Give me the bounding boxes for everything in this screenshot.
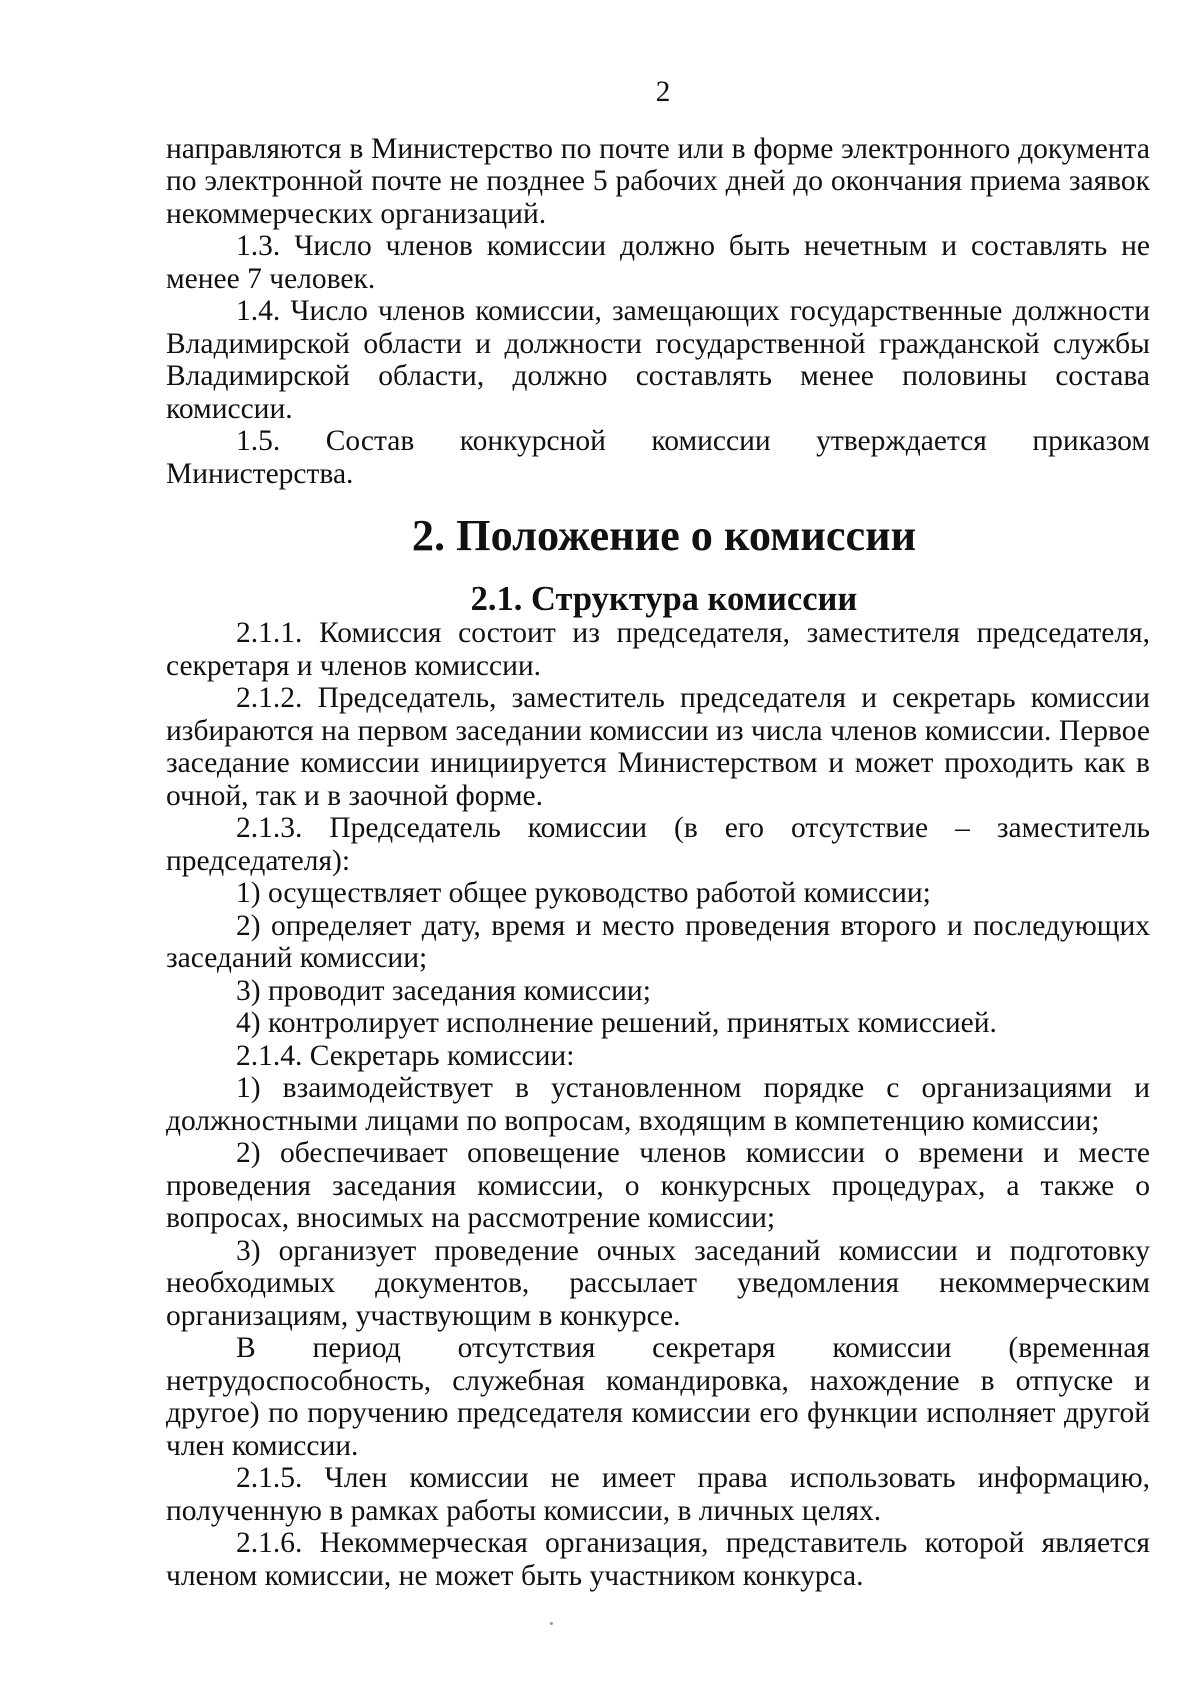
- page-number: 2: [655, 76, 671, 108]
- list-item-chair-2: 2) определяет дату, время и место проведения второго и последующих заседаний комиссии;: [166, 909, 1150, 974]
- scan-artifact-dot: [550, 1622, 553, 1625]
- paragraph-2-1-4: 2.1.4. Секретарь комиссии:: [236, 1039, 575, 1072]
- list-item-chair-1: 1) осуществляет общее руководство работой комиссии;: [236, 877, 931, 909]
- paragraph-secretary-absence: В период отсутствия секретаря комиссии (временная нетрудоспособность, служебная командировка, нахождение в отпуске и другое) по поручению председателя комиссии его функции исполняет другой член комиссии.: [166, 1332, 1150, 1462]
- list-item-chair-3: 3) проводит заседания комиссии;: [236, 974, 651, 1007]
- subsection-heading: 2.1. Структура комиссии: [470, 579, 858, 618]
- paragraph-continuation: направляются в Министерство по почте или в форме электронного документа по электронной почте не позднее 5 рабочих дней до окончания приема заявок некоммерческих организаций.: [166, 132, 1150, 230]
- paragraph-2-1-1: 2.1.1. Комиссия состоит из председателя, заместителя председателя, секретаря и членов комиссии.: [166, 617, 1150, 682]
- paragraph-2-1-5: 2.1.5. Член комиссии не имеет права использовать информацию, полученную в рамках работы комиссии, в личных целях.: [166, 1462, 1150, 1527]
- document-page: [166, 76, 1150, 1592]
- paragraph-1-4: 1.4. Число членов комиссии, замещающих государственные должности Владимирской области и должности государственной гражданской службы Владимирской области, должно составлять менее половины состава комиссии.: [166, 295, 1150, 425]
- list-item-secretary-1: 1) взаимодействует в установленном порядке с организациями и должностными лицами по вопросам, входящим в компетенцию комиссии;: [166, 1072, 1150, 1137]
- list-item-secretary-2: 2) обеспечивает оповещение членов комиссии о времени и месте проведения заседания комиссии, о конкурсных процедурах, а также о вопросах, вносимых на рассмотрение комиссии;: [166, 1137, 1150, 1234]
- section-heading: 2. Положение о комиссии: [411, 511, 917, 560]
- paragraph-2-1-2: 2.1.2. Председатель, заместитель председателя и секретарь комиссии избираются на первом заседании комиссии из числа членов комиссии. Первое заседание комиссии инициируется Министерством и может проходить как в очной, так и в заочной форме.: [166, 682, 1150, 812]
- paragraph-1-3: 1.3. Число членов комиссии должно быть нечетным и составлять не менее 7 человек.: [166, 230, 1150, 295]
- list-item-secretary-3: 3) организует проведение очных заседаний комиссии и подготовку необходимых документов, рассылает уведомления некоммерческим организациям, участвующим в конкурсе.: [166, 1234, 1150, 1332]
- paragraph-2-1-6: 2.1.6. Некоммерческая организация, представитель которой является членом комиссии, не может быть участником конкурса.: [166, 1527, 1150, 1592]
- paragraph-2-1-3: 2.1.3. Председатель комиссии (в его отсутствие – заместитель председателя):: [166, 812, 1150, 877]
- paragraph-1-5: 1.5. Состав конкурсной комиссии утверждается приказом Министерства.: [166, 425, 1150, 490]
- list-item-chair-4: 4) контролирует исполнение решений, принятых комиссией.: [236, 1007, 997, 1039]
